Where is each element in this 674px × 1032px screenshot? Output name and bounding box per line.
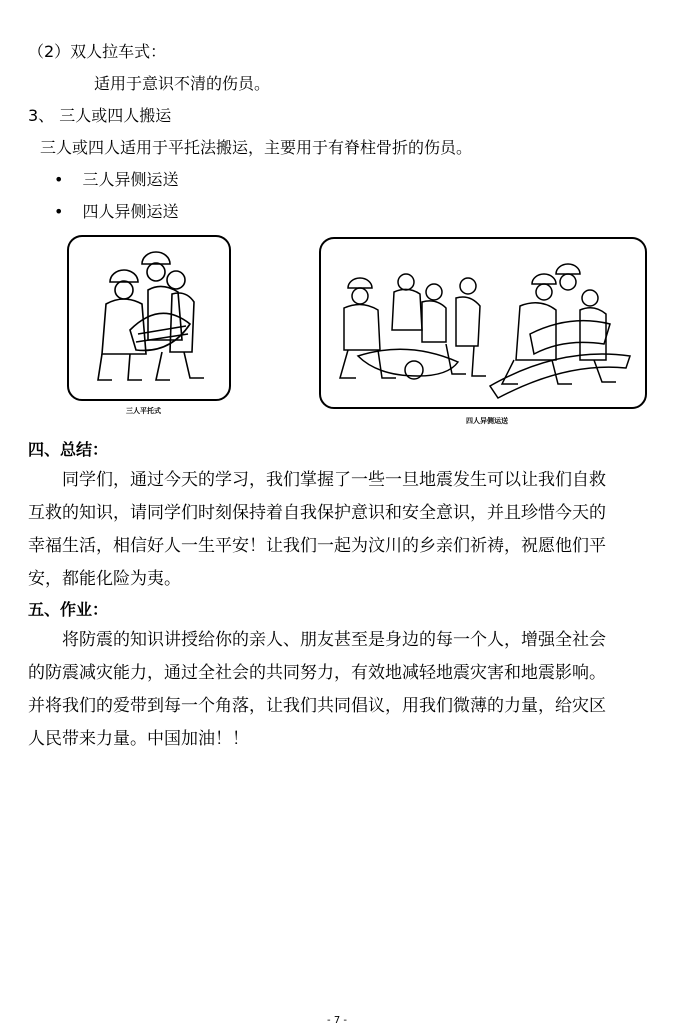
homework-paragraph: 将防震的知识讲授给你的亲人、朋友甚至是身边的每一个人，增强全社会的防震减灾能力，通过全社会的共同努力，有效地减轻地震灾害和地震影响。并将我们的爱带到每一个角落，让我们共同倡议，用我们微薄的力量，给灾区人民带来力量。中国加油！！: [28, 630, 606, 749]
homework-heading: 五、作业：: [28, 600, 109, 619]
bullet-text: 四人异侧运送: [82, 202, 179, 221]
section-3-heading: 3、 三人或四人搬运: [28, 106, 172, 125]
summary-heading: 四、总结：: [28, 440, 109, 459]
bullet-text: 三人异侧运送: [82, 170, 179, 189]
left-figure-caption: 三人平托式: [126, 407, 161, 415]
bullet-item: [54, 170, 179, 190]
section-2-text: 适用于意识不清的伤员。: [94, 74, 271, 93]
right-figure-caption: 四人异侧运送: [466, 417, 508, 425]
section-2-heading: （2）双人拉车式：: [28, 42, 167, 61]
three-person-carry-illustration: [66, 234, 232, 402]
bullet-marker: •: [54, 202, 64, 221]
section-3-text: 三人或四人适用于平托法搬运，主要用于有脊柱骨折的伤员。: [40, 138, 473, 157]
bullet-marker: •: [54, 170, 64, 189]
summary-paragraph: 同学们，通过今天的学习，我们掌握了一些一旦地震发生可以让我们自救互救的知识，请同学们时刻保持着自我保护意识和安全意识，并且珍惜今天的幸福生活，相信好人一生平安！让我们一起为汶川的乡亲们祈祷，祝愿他们平安，都能化险为夷。: [28, 470, 606, 589]
four-person-carry-illustration: [318, 236, 652, 412]
bullet-item: [54, 202, 179, 222]
page-number: - 7 -: [327, 1015, 347, 1026]
